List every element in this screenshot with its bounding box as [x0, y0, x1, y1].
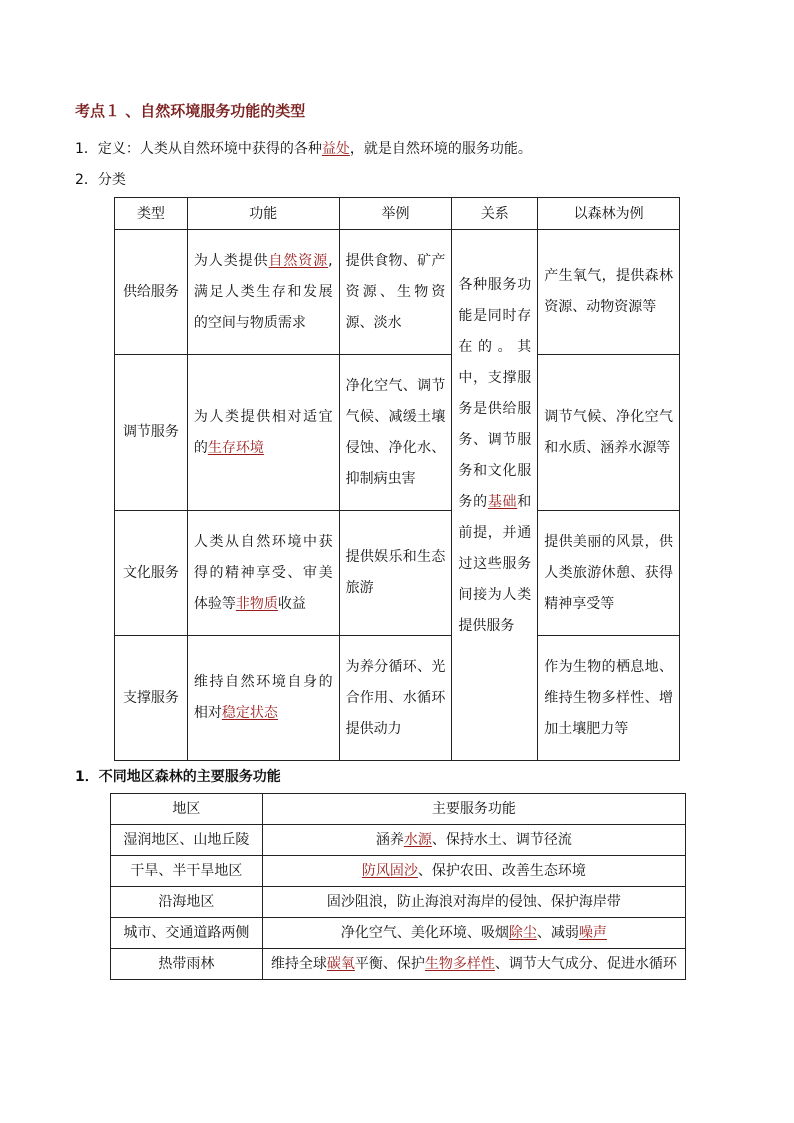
- definition-paragraph: [75, 138, 532, 158]
- function-highlight: 生存环境: [207, 439, 264, 456]
- region-cell: 城市、交通道路两侧: [111, 918, 263, 949]
- forest-cell: 作为生物的栖息地、维持生物多样性、增加土壤肥力等: [538, 636, 680, 761]
- type-cell: 文化服务: [115, 511, 188, 636]
- function-highlight: 碳氧: [326, 956, 355, 972]
- relation-text: 各种服务功能是同时存在的。其中，支撑服务是供给服务、调节服务和文化服务的: [458, 277, 532, 510]
- relation-highlight: 基础: [487, 494, 518, 510]
- function-highlight: 自然资源: [268, 252, 329, 269]
- function-text: 、减弱: [536, 925, 579, 941]
- table-row: [111, 825, 686, 856]
- region-cell: 湿润地区、山地丘陵: [111, 825, 263, 856]
- function-text: 、调节大气成分、促进水循环: [494, 956, 677, 972]
- function-cell: [262, 887, 685, 918]
- relation-cell: [452, 230, 538, 761]
- table-header-row: [115, 198, 680, 230]
- function-text: 人类从自然环境中获得的精神享受、审美体验等: [193, 533, 333, 612]
- header-relation: 关系: [452, 198, 538, 230]
- table-row: [115, 511, 680, 636]
- table-header-row: [111, 794, 686, 825]
- function-text: 净化空气、美化环境、吸烟: [340, 925, 509, 941]
- function-highlight: 稳定状态: [221, 705, 278, 721]
- classification-label: 2．分类: [75, 172, 126, 188]
- table-row: [115, 636, 680, 761]
- example-cell: 为养分循环、光合作用、水循环提供动力: [339, 636, 452, 761]
- example-cell: 提供娱乐和生态旅游: [339, 511, 452, 636]
- type-cell: 供给服务: [115, 230, 188, 355]
- service-types-table: [114, 197, 680, 761]
- function-text: 固沙阻浪，防止海浪对海岸的侵蚀、保护海岸带: [326, 894, 621, 910]
- function-highlight: 防风固沙: [361, 863, 418, 879]
- function-highlight: 水源: [403, 832, 432, 848]
- region-cell: 干旱、半干旱地区: [111, 856, 263, 887]
- function-text: 平衡、保护: [354, 956, 425, 972]
- function-text: 收益: [277, 595, 306, 612]
- forest-functions-table: [110, 793, 686, 980]
- function-cell: [187, 230, 339, 355]
- forest-cell: 产生氧气，提供森林资源、动物资源等: [538, 230, 680, 355]
- section2-title: 1．不同地区森林的主要服务功能: [75, 769, 281, 785]
- header-type: 类型: [115, 198, 188, 230]
- function-text: 为人类提供: [193, 252, 269, 269]
- function-cell: [187, 636, 339, 761]
- function-text: 维持全球: [270, 956, 327, 972]
- example-cell: 提供食物、矿产资源、生物资源、淡水: [339, 230, 452, 355]
- table-row: [111, 856, 686, 887]
- example-cell: 净化空气、调节气候、减缓土壤侵蚀、净化水、抑制病虫害: [339, 355, 452, 511]
- region-cell: 热带雨林: [111, 949, 263, 980]
- function-text: 、保持水土、调节径流: [431, 832, 572, 848]
- relation-text: 和前提，并通过这些服务间接为人类提供服务: [458, 494, 532, 634]
- function-cell: [262, 918, 685, 949]
- header-forest-example: 以森林为例: [538, 198, 680, 230]
- table-row: [111, 949, 686, 980]
- table-row: [115, 355, 680, 511]
- header-region: 地区: [111, 794, 263, 825]
- header-main-function: 主要服务功能: [262, 794, 685, 825]
- function-text: 、保护农田、改善生态环境: [417, 863, 586, 879]
- definition-highlight: 益处: [321, 141, 350, 157]
- function-cell: [262, 825, 685, 856]
- function-text: 涵养: [375, 832, 404, 848]
- function-highlight: 除尘: [508, 925, 537, 941]
- function-text: ,满足人类生存和发展的空间与物质需求: [193, 252, 333, 331]
- header-function: 功能: [187, 198, 339, 230]
- definition-suffix: ，就是自然环境的服务功能。: [349, 141, 532, 157]
- function-cell: [187, 355, 339, 511]
- function-text: 维持自然环境自身的相对: [193, 674, 333, 721]
- definition-prefix: 1．定义：人类从自然环境中获得的各种: [75, 141, 322, 157]
- header-example: 举例: [339, 198, 452, 230]
- type-cell: 支撑服务: [115, 636, 188, 761]
- function-highlight: 噪声: [578, 925, 607, 941]
- table-row: [111, 918, 686, 949]
- table-row: [115, 230, 680, 355]
- function-cell: [187, 511, 339, 636]
- table-row: [111, 887, 686, 918]
- forest-cell: 调节气候、净化空气和水质、涵养水源等: [538, 355, 680, 511]
- function-highlight: 生物多样性: [424, 956, 495, 972]
- type-cell: 调节服务: [115, 355, 188, 511]
- function-cell: [262, 949, 685, 980]
- forest-cell: 提供美丽的风景，供人类旅游休憩、获得精神享受等: [538, 511, 680, 636]
- region-cell: 沿海地区: [111, 887, 263, 918]
- function-highlight: 非物质: [235, 595, 278, 612]
- section-heading: 考点１ 、自然环境服务功能的类型: [75, 102, 306, 120]
- function-cell: [262, 856, 685, 887]
- function-text: 为人类提供相对适宜的: [193, 408, 333, 456]
